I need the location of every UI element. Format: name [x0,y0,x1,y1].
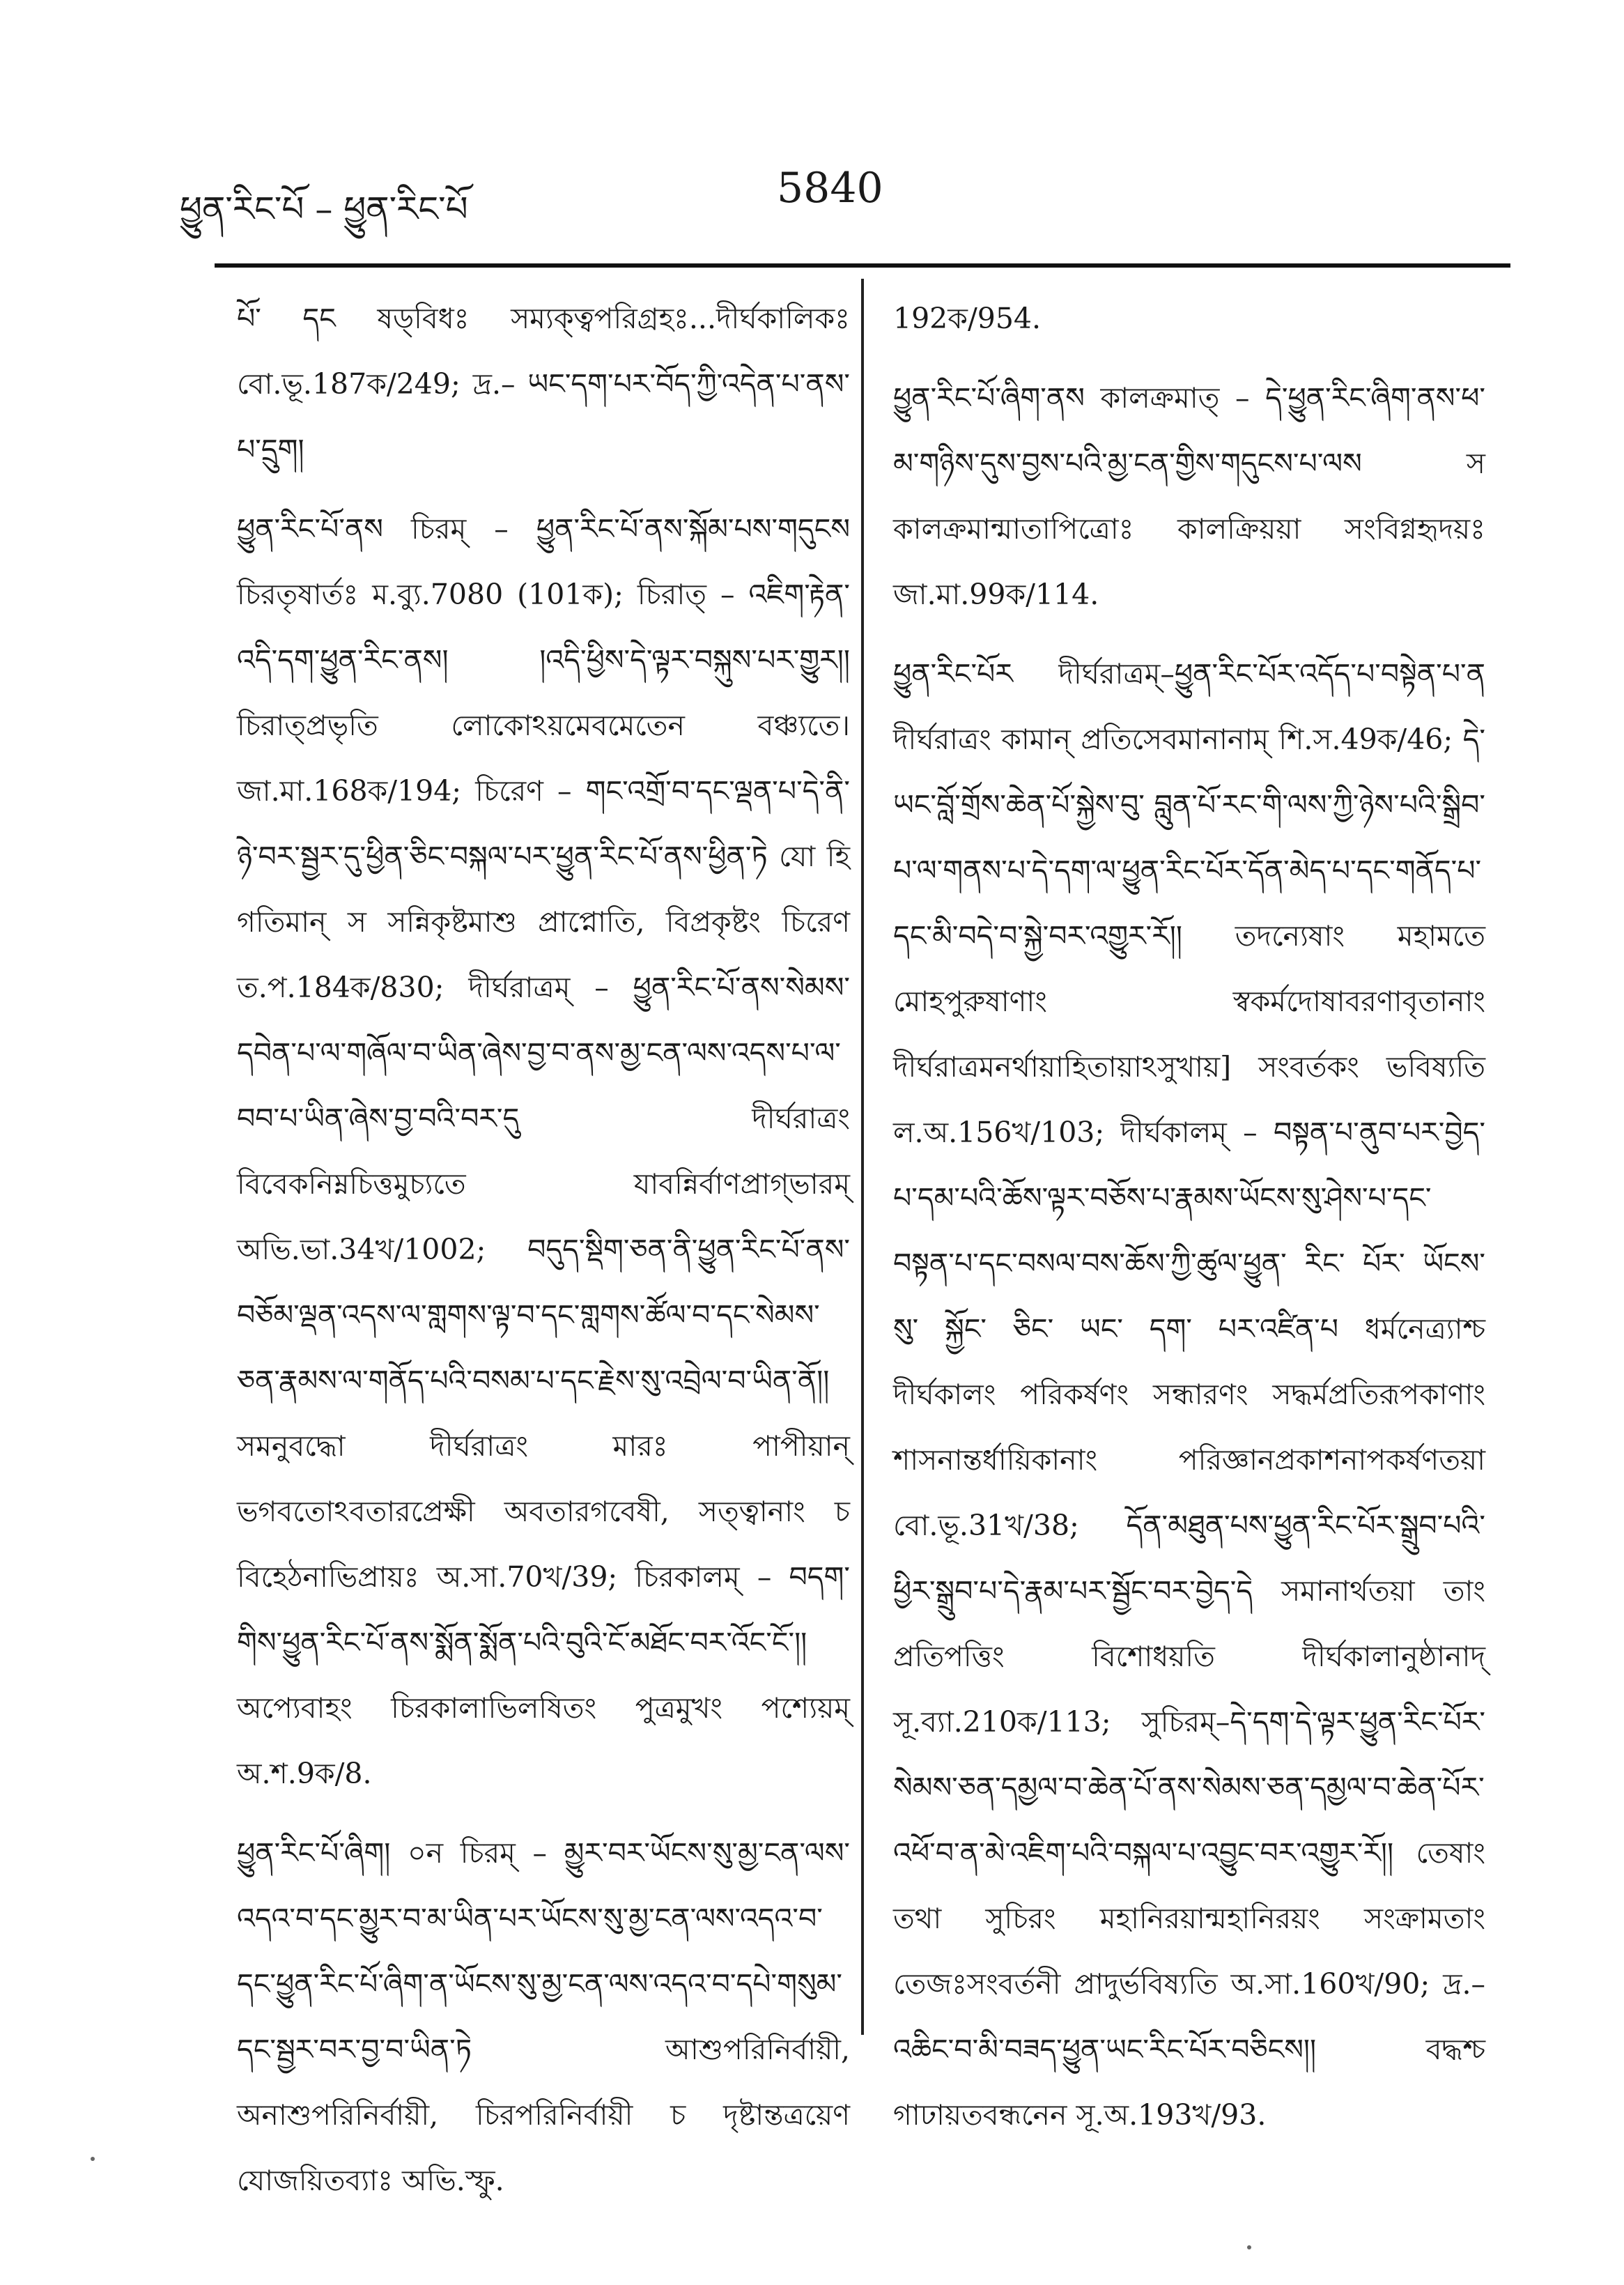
speck-mark [91,2157,95,2161]
entry-paragraph: ཕྱུན་རིང་པོ་ཞིག་ནས কালক্রমাত্ – དེ་ཕྱུན་རིང་ཞིག་ནས་ཕ་མ་གཉིས་དུས་བྱས་པའི་མྱ་ངན་གྱིས་གདུངས་པ་ལས স কালক্রমান্মাতাপিত্রোঃ কালক্রিয়য়া সংবিগ্নহৃদয়ঃ জা.মা.99ক/114. [893,381,1485,611]
entry-paragraph: 192ক/954. [893,302,1042,335]
left-column [237,286,850,2227]
column-divider [861,279,864,2035]
entry-paragraph: པོ་ དང ষড্‌বিধঃ সম্যক্ত্বপরিগ্রহঃ...দীর্ঘকালিকঃ বো.ভূ.187ক/249; দ্র.– ཡང་དག་པར་བོད་ཀྱི་འདེན་པ་ནས་པ་དྲུག། [237,302,850,466]
page-header [0,153,1624,230]
speck-mark [1247,2245,1251,2249]
entry-paragraph: ཕྱུན་རིང་པོ་ནས চিরম্ – ཕྱུན་རིང་པོ་ནས་སྐོམ་པས་གདུངས চিরতৃষার্তঃ ম.ব্যু.7080 (101ক); চিরাত্ – འཇིག་རྟེན་འདི་དག་ཕྱུན་རིང་ནས། །འདི་ཕྱིས་དེ་ལྟར་བསྐུས་པར་གྱུར།། চিরাত্প্রভৃতি লোকোঽয়মেবমেতেন বঞ্চ্যতে। জা.মা.168ক/194; চিরেণ – གང་འགྲོ་བ་དང་ལྡན་པ་དེ་ནི་ཉེ་བར་སྦྱར་དུ་ཕྱིན་ཅིང་བསྐལ་པར་ཕྱུན་རིང་པོ་ནས་ཕྱིན་ཏེ যো হি গতিমান্‌ স সন্নিকৃষ্টমাশু প্রাপ্নোতি, বিপ্রকৃষ্টং চিরেণ ত.প.184ক/830; দীর্ঘরাত্রম্ – ཕྱུན་རིང་པོ་ནས་སེམས་དབེན་པ་ལ་གཞོལ་བ་ཡིན་ཞེས་བྱ་བ་ནས་མྱ་ངན་ལས་འདས་པ་ལ་བབ་པ་ཡིན་ཞེས་བྱ་བའི་བར་དུ দীর্ঘরাত্রং বিবেকনিম্নচিত্তমুচ্যতে যাবন্নির্বাণপ্রাগ্ভারম্‌ অভি.ভা.34খ/1002; བདུད་སྡིག་ཅན་ནི་ཕྱུན་རིང་པོ་ནས་བཅོམ་ལྡན་འདས་ལ་གླགས་ལྟ་བ་དང་གླགས་ཚོལ་བ་དང་སེམས་ཅན་རྣམས་ལ་གནོད་པའི་བསམ་པ་དང་རྗེས་སུ་འབྲེལ་བ་ཡིན་ནོ།། সমনুবদ্ধো দীর্ঘরাত্রং মারঃ পাপীয়ান্‌ ভগবতোঽবতারপ্রেক্ষী অবতারগবেষী, সত্ত্বানাং চ বিহেঠনাভিপ্রায়ঃ অ.সা.70খ/39; চিরকালম্ – བདག་གིས་ཕྱུན་རིང་པོ་ནས་སྨོན་སྨོན་པའི་བུའི་ངོ་མཐོང་བར་འོང་ངོ་།། অপ্যেবাহং চিরকালাভিলষিতং পুত্রমুখং পশ্যেয়ম্‌ অ.শ.9ক/8. [237,512,850,1790]
running-head: ཕྱུན་རིང་པོ – ཕྱུན་རིང་པོ [180,189,468,229]
page-number: 5840 [777,164,883,213]
header-rule [215,263,1510,268]
right-column [893,286,1485,2162]
entry-paragraph: ཕྱུན་རིང་པོར দীর্ঘরাত্রম্–ཕྱུན་རིང་པོར་འདོད་པ་བསྟེན་པ་ན দীর্ঘরাত্রং কামান্‌ প্রতিসেবমানানাম্‌ শি.স.49ক/46; དེ་ཡང་བློ་གྲོས་ཆེན་པོ་སྐྱེས་བུ་ བླུན་པོ་རང་གི་ལས་ཀྱི་ཉེས་པའི་སྒྲིབ་པ་ལ་གནས་པ་དེ་དག་ལ་ཕྱུན་རིང་པོར་དོན་མེད་པ་དང་གནོད་པ་དང་མི་བདེ་བ་སྐྱེ་བར་འགྱུར་རོ།། তদন্যেষাং মহামতে মোহপুরুষাণাং স্বকর্মদোষাবরণাবৃতানাং দীর্ঘরাত্রমনর্থায়াহিতায়াঽসুখায়] সংবর্তকং ভবিষ্যতি ল.অ.156খ/103; দীর্ঘকালম্ – བསྟན་པ་ནུབ་པར་བྱེད་པ་དམ་པའི་ཆོས་ལྟར་བཅོས་པ་རྣམས་ཡོངས་སུ་ཤེས་པ་དང་བསྟན་པ་དང་བསལ་བས་ཆོས་ཀྱི་ཚུལ་ཕྱུན་ རིང་ པོར་ ཡོངས་ སུ་ སྐྱོང་ ཅིང་ ཡང་ དག་ པར་འཛིན་པ ধর্মনেত্র্যাশ্চ দীর্ঘকালং পরিকর্ষণং সন্ধারণং সদ্ধর্মপ্রতিরূপকাণাং শাসনান্তর্ধায়িকানাং পরিজ্ঞানপ্রকাশনাপকর্ষণতয়া বো.ভূ.31খ/38; དོན་མཐུན་པས་ཕྱུན་རིང་པོར་སྒྲུབ་པའི་ཕྱིར་སྒྲུབ་པ་དེ་རྣམ་པར་སྦྱོང་བར་བྱེད་དེ সমানার্থতয়া তাং প্রতিপত্তিং বিশোধয়তি দীর্ঘকালানুষ্ঠানাদ্‌ সূ.ব্যা.210ক/113; সুচিরম্–དེ་དག་དེ་ལྟར་ཕྱུན་རིང་པོར་སེམས་ཅན་དམྱལ་བ་ཆེན་པོ་ནས་སེམས་ཅན་དམྱལ་བ་ཆེན་པོར་འཕོ་བ་ན་མེ་འཇིག་པའི་བསྐལ་པ་འབྱུང་བར་འགྱུར་རོ།། তেষাং তথা সুচিরং মহানিরয়ান্মহানিরয়ং সংক্রামতাং তেজঃসংবর্তনী প্রাদুর্ভবিষ্যতি অ.সা.160খ/90; দ্র.– འཆིང་བ་མི་བཟད་ཕྱུན་ཡང་རིང་པོར་བཅིངས།། বদ্ধশ্চ গাঢায়তবন্ধনেন সূ.অ.193খ/93. [893,657,1485,2132]
entry-paragraph: ཕྱུན་རིང་པོ་ཞིག། ০ন চিরম্ – མྱུར་བར་ཡོངས་སུ་མྱ་ངན་ལས་འདའ་བ་དང་མྱུར་བ་མ་ཡིན་པར་ཡོངས་སུ་མྱ་ངན་ལས་འདའ་བ་དང་ཕྱུན་རིང་པོ་ཞིག་ན་ཡོངས་སུ་མྱ་ངན་ལས་འདའ་བ་དཔེ་གསུམ་དང་སྦྱར་བར་བྱ་བ་ཡིན་ཏེ আশুপরিনির্বায়ী, অনাশুপরিনির্বায়ী, চিরপরিনির্বায়ী চ দৃষ্টান্তত্রয়েণ যোজয়িতব্যাঃ অভি.স্ফু. [237,1836,850,2197]
